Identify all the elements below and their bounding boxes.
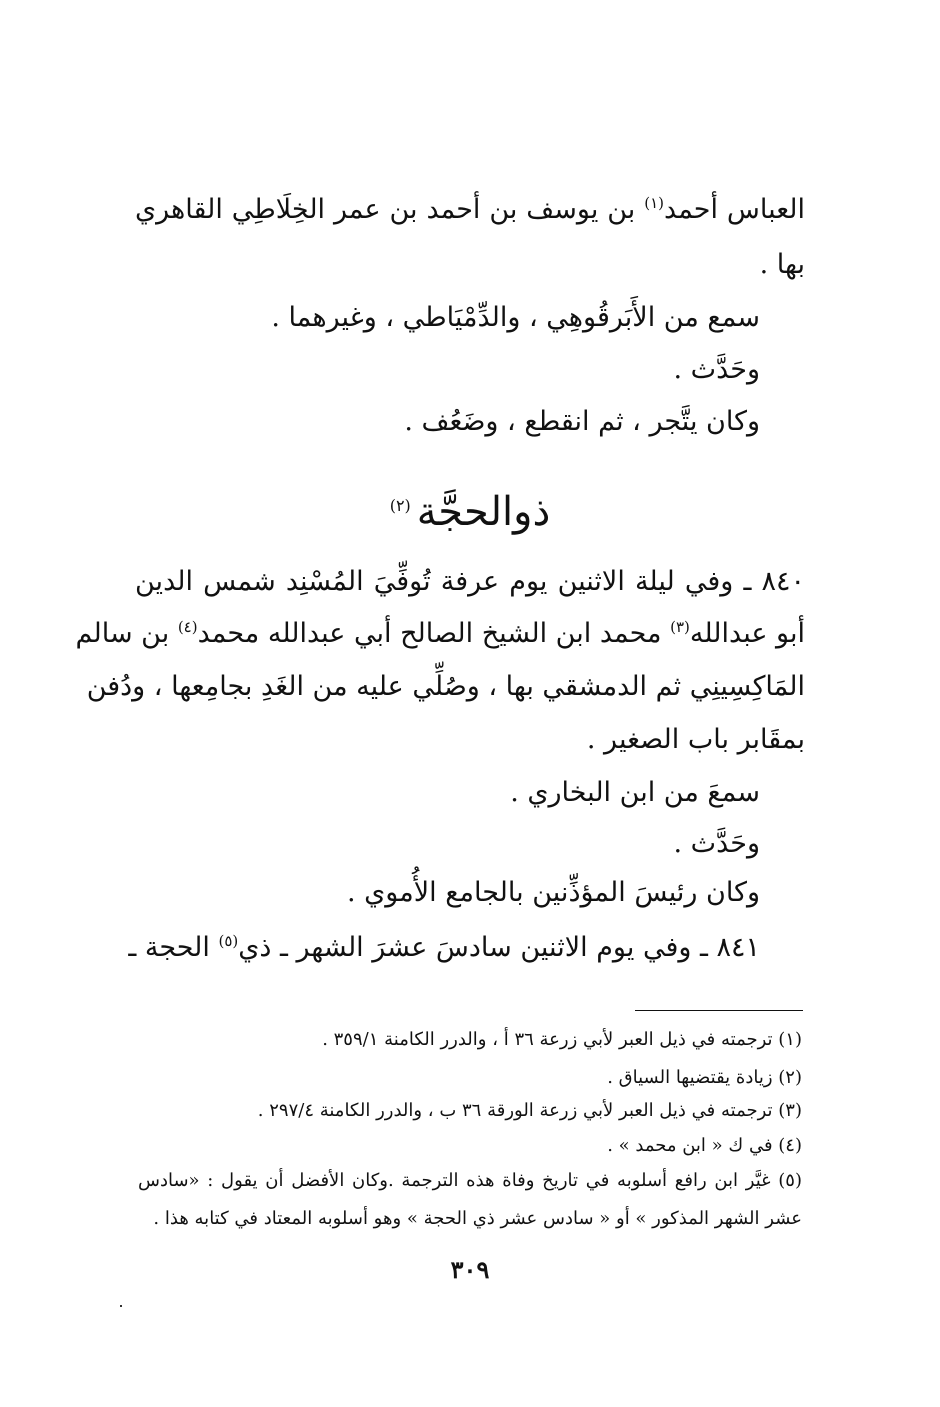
body-line: سمع من الأَبَرقُوهِي ، والدِّمْيَاطي ، وغيرهما . xyxy=(271,302,760,333)
footnote: (١) ترجمته في ذيل العبر لأبي زرعة ٣٦ أ ، والدرر الكامنة ٣٥٩/١ . xyxy=(322,1029,802,1050)
body-line: بمقَابر باب الصغير . xyxy=(586,724,805,755)
footnote: (٥) غيَّر ابن رافع أسلوبه في تاريخ وفاة هذه الترجمة .وكان الأفضل أن يقول : «سادس xyxy=(138,1170,802,1191)
body-line: ٨٤٠ ـ وفي ليلة الاثنين يوم عرفة تُوفِّيَ المُسْنِد شمس الدين xyxy=(135,566,805,597)
footnote-ref: (١) xyxy=(644,194,665,212)
section-heading: ذوالحجَّة$^{(٢)}$ xyxy=(389,489,551,535)
page-number: ٣٠٩ xyxy=(450,1255,490,1284)
footnote-ref: (٣) xyxy=(670,618,690,636)
body-line: وكان يتَّجر ، ثم انقطع ، وضَعُف . xyxy=(404,406,760,437)
footnote-separator xyxy=(635,1010,803,1011)
body-line: سمعَ من ابن البخاري . xyxy=(510,777,760,808)
body-line: أبو عبدالله$^{(٣)}$ محمد ابن الشيخ الصالح أبي عبدالله محمد$^{(٤)}$ بن سالم xyxy=(75,618,805,649)
footnote: (٢) زيادة يقتضيها السياق . xyxy=(607,1067,802,1088)
footnote-ref: (٤) xyxy=(177,618,198,636)
body-line: وحَدَّث . xyxy=(673,828,760,859)
body-line: وحَدَّث . xyxy=(673,354,760,385)
footnote-ref: (٢) xyxy=(389,495,411,515)
body-line: المَاكِسِينِي ثم الدمشقي بها ، وصُلِّي عليه من الغَدِ بجامِعها ، ودُفن xyxy=(86,671,805,702)
body-line: وكان رئيسَ المؤذِّنين بالجامع الأُموي . xyxy=(347,877,760,908)
footnote-ref: (٥) xyxy=(218,932,239,950)
body-line: بها . xyxy=(759,249,805,280)
footnote: (٣) ترجمته في ذيل العبر لأبي زرعة الورقة ٣٦ ب ، والدرر الكامنة ٢٩٧/٤ . xyxy=(257,1100,802,1121)
scan-speck xyxy=(120,1305,122,1307)
body-line: العباس أحمد$^{(١)}$ بن يوسف بن أحمد بن عمر الخِلَاطِي القاهري xyxy=(135,194,805,225)
footnote: (٤) في ك « ابن محمد » . xyxy=(607,1135,802,1156)
body-line: ٨٤١ ـ وفي يوم الاثنين سادسَ عشرَ الشهر ـ ذي$^{(٥)}$ الحجة ـ xyxy=(128,932,760,963)
footnote: عشر الشهر المذكور » أو « سادس عشر ذي الحجة » وهو أسلوبه المعتاد في كتابه هذا . xyxy=(153,1208,802,1229)
